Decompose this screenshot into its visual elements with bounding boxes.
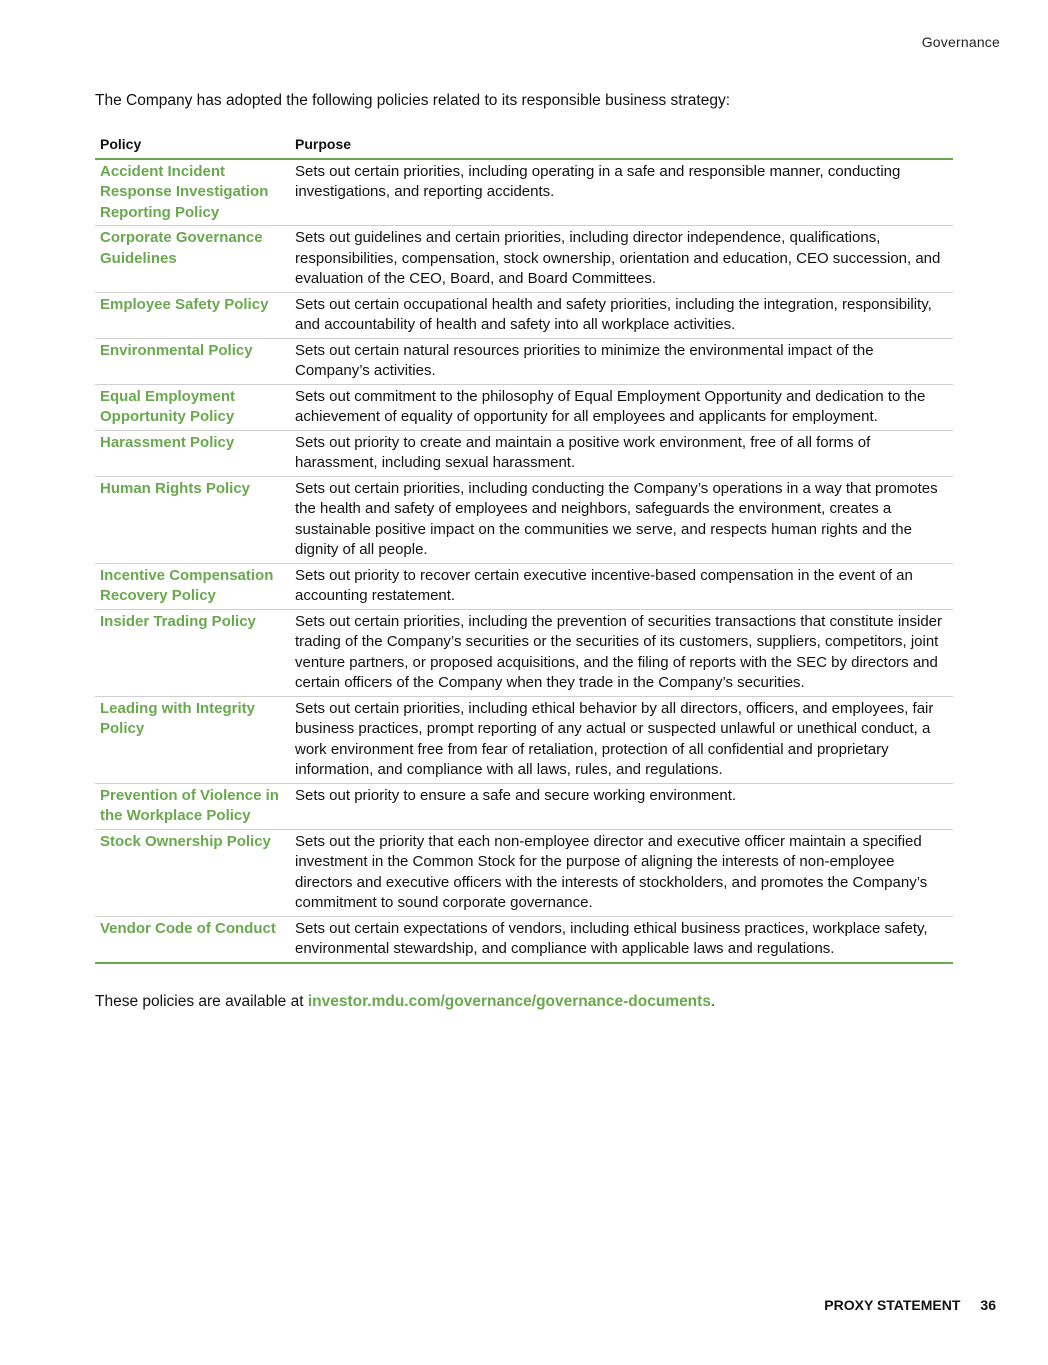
policy-purpose: Sets out guidelines and certain priorities, including director independence, qualifications, responsibilities, compensation, stock ownership, orientation and education, CEO succession, and evaluation of the CEO, Board, and Board Committees. — [290, 226, 953, 293]
policy-purpose: Sets out certain priorities, including operating in a safe and responsible manner, conducting investigations, and reporting accidents. — [290, 159, 953, 226]
policy-name: Accident Incident Response Investigation Reporting Policy — [95, 159, 290, 226]
policy-purpose: Sets out the priority that each non-employee director and executive officer maintain a specified investment in the Common Stock for the purpose of aligning the interests of non-employee directors and executive officers with the interests of stockholders, and promotes the Company’s commitment to sound corporate governance. — [290, 829, 953, 916]
table-row — [95, 159, 953, 226]
table-row — [95, 563, 953, 609]
footer-note — [95, 993, 715, 1011]
footer-note-prefix: These policies are available at — [95, 993, 308, 1010]
column-header-policy: Policy — [95, 132, 290, 159]
policy-purpose: Sets out commitment to the philosophy of Equal Employment Opportunity and dedication to the achievement of equality of opportunity for all employees and applicants for employment. — [290, 384, 953, 430]
column-header-purpose: Purpose — [290, 132, 953, 159]
policy-name: Harassment Policy — [95, 430, 290, 476]
policy-purpose: Sets out priority to create and maintain a positive work environment, free of all forms of harassment, including sexual harassment. — [290, 430, 953, 476]
page-footer — [824, 1297, 996, 1313]
table-row — [95, 916, 953, 963]
table-row — [95, 783, 953, 829]
table-row — [95, 829, 953, 916]
policies-table-body — [95, 159, 953, 963]
policy-purpose: Sets out certain natural resources priorities to minimize the environmental impact of the Company’s activities. — [290, 338, 953, 384]
policies-table — [95, 132, 953, 964]
policy-name: Corporate Governance Guidelines — [95, 226, 290, 293]
table-row — [95, 338, 953, 384]
policy-name: Human Rights Policy — [95, 476, 290, 563]
policy-name: Vendor Code of Conduct — [95, 916, 290, 963]
policy-purpose: Sets out certain occupational health and safety priorities, including the integration, responsibility, and accountability of health and safety into all workplace activities. — [290, 292, 953, 338]
footer-note-suffix: . — [710, 993, 716, 1010]
page-number: 36 — [980, 1297, 996, 1313]
policy-name: Incentive Compensation Recovery Policy — [95, 563, 290, 609]
table-row — [95, 384, 953, 430]
policy-purpose: Sets out certain priorities, including the prevention of securities transactions that constitute insider trading of the Company’s securities or the securities of its customers, suppliers, competitors, joint venture partners, or proposed acquisitions, and the filing of reports with the SEC by directors and certain officers of the Company when they trade in the Company’s securities. — [290, 609, 953, 696]
policy-purpose: Sets out certain expectations of vendors, including ethical business practices, workplace safety, environmental stewardship, and compliance with applicable laws and regulations. — [290, 916, 953, 963]
policy-purpose: Sets out certain priorities, including ethical behavior by all directors, officers, and employees, fair business practices, prompt reporting of any actual or suspected unlawful or unethical conduct, a work environment free from fear of retaliation, protection of all confidential and proprietary information, and compliance with all laws, rules, and regulations. — [290, 696, 953, 783]
policy-name: Employee Safety Policy — [95, 292, 290, 338]
policy-purpose: Sets out priority to ensure a safe and secure working environment. — [290, 783, 953, 829]
table-row — [95, 430, 953, 476]
policy-name: Equal Employment Opportunity Policy — [95, 384, 290, 430]
policy-name: Stock Ownership Policy — [95, 829, 290, 916]
policy-name: Insider Trading Policy — [95, 609, 290, 696]
policy-name: Environmental Policy — [95, 338, 290, 384]
policy-name: Leading with Integrity Policy — [95, 696, 290, 783]
intro-text: The Company has adopted the following policies related to its responsible business strategy: — [95, 92, 731, 109]
section-label: Governance — [921, 34, 1000, 50]
footer-document-label: PROXY STATEMENT — [824, 1297, 961, 1313]
table-row — [95, 696, 953, 783]
governance-documents-link[interactable]: investor.mdu.com/governance/governance-documents — [307, 993, 711, 1010]
policy-purpose: Sets out certain priorities, including conducting the Company’s operations in a way that promotes the health and safety of employees and neighbors, safeguards the environment, creates a sustainable positive impact on the communities we serve, and respects human rights and the dignity of all people. — [290, 476, 953, 563]
table-row — [95, 292, 953, 338]
policy-purpose: Sets out priority to recover certain executive incentive-based compensation in the event of an accounting restatement. — [290, 563, 953, 609]
table-row — [95, 476, 953, 563]
policy-name: Prevention of Violence in the Workplace Policy — [95, 783, 290, 829]
table-header-row — [95, 132, 953, 159]
table-row — [95, 609, 953, 696]
table-row — [95, 226, 953, 293]
